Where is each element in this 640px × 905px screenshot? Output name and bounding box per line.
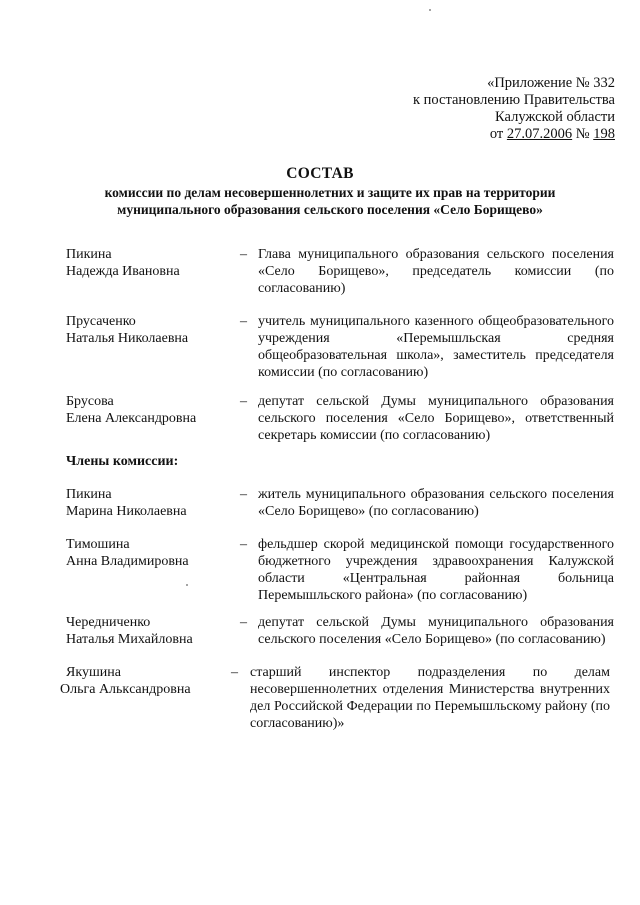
- person-surname: Якушина: [66, 665, 121, 680]
- person-name: [66, 614, 226, 648]
- appendix-number: «Приложение № 332: [487, 75, 615, 91]
- subtitle-line: муниципального образования сельского поселения «Село Борищево»: [117, 202, 543, 217]
- person-name: [66, 313, 226, 347]
- entry-dash: –: [240, 537, 247, 552]
- person-surname: Пикина: [66, 487, 112, 502]
- person-name: [66, 486, 226, 520]
- appendix-region: Калужской области: [495, 109, 615, 125]
- person-role: фельдшер скорой медицинской помощи государственного бюджетного учреждения здравоохранения Калужской области «Центральная районная больница Перемышльского района» (по согласованию): [258, 537, 614, 603]
- members-heading: Члены комиссии:: [66, 454, 179, 469]
- entry-dash: –: [240, 615, 247, 630]
- subtitle-line: комиссии по делам несовершеннолетних и защите их прав на территории: [104, 185, 556, 200]
- person-name: [66, 246, 226, 280]
- person-surname: Брусова: [66, 394, 114, 409]
- person-name: [66, 393, 226, 427]
- person-role: старший инспектор подразделения по делам несовершеннолетних отделения Министерства внутренних дел Российской Федерации по Перемышльскому району (по согласованию)»: [250, 665, 610, 731]
- person-given-names: Ольга Алькcандровна: [60, 682, 191, 697]
- person-given-names: Наталья Михайловна: [66, 632, 193, 647]
- person-role: Глава муниципального образования сельского поселения «Село Борищево», председатель комиссии (по согласованию): [258, 247, 614, 296]
- person-role: депутат сельской Думы муниципального образования сельского поселения «Село Борищево» (по согласованию): [258, 615, 614, 647]
- document-subtitle: [90, 184, 570, 218]
- appendix-date-line: [413, 126, 615, 143]
- entry-dash: –: [240, 487, 247, 502]
- appendix-reference: к постановлению Правительства: [413, 92, 615, 108]
- entry-dash: –: [240, 394, 247, 409]
- decree-number: 198: [593, 126, 615, 142]
- decree-date: 27.07.2006: [506, 126, 573, 142]
- number-sign: №: [572, 126, 594, 142]
- person-surname: Тимошина: [66, 537, 130, 552]
- person-surname: Пикина: [66, 247, 112, 262]
- entry-dash: –: [231, 665, 238, 680]
- person-name: [66, 536, 226, 570]
- person-given-names: Марина Николаевна: [66, 504, 187, 519]
- appendix-header: [413, 75, 615, 143]
- person-given-names: Анна Владимировна: [66, 554, 189, 569]
- entry-dash: –: [240, 314, 247, 329]
- person-role: учитель муниципального казенного общеобразовательного учреждения «Перемышльская средняя общеобразовательная школа», заместитель председателя комиссии (по согласованию): [258, 314, 614, 380]
- person-role: житель муниципального образования сельского поселения «Село Борищево» (по согласованию): [258, 487, 614, 519]
- person-role: депутат сельской Думы муниципального образования сельского поселения «Село Борищево», ответственный секретарь комиссии (по согласованию): [258, 394, 614, 443]
- entry-dash: –: [240, 247, 247, 262]
- person-surname: Прусаченко: [66, 314, 136, 329]
- person-given-names: Елена Александровна: [66, 411, 197, 426]
- person-name: [60, 664, 220, 698]
- scan-speck: [186, 584, 188, 586]
- person-given-names: Наталья Николаевна: [66, 331, 189, 346]
- document-title: СОСТАВ: [286, 165, 354, 182]
- person-surname: Чередниченко: [66, 615, 151, 630]
- date-prefix: от: [489, 126, 507, 142]
- person-given-names: Надежда Ивановна: [66, 264, 180, 279]
- scan-speck: [429, 9, 431, 11]
